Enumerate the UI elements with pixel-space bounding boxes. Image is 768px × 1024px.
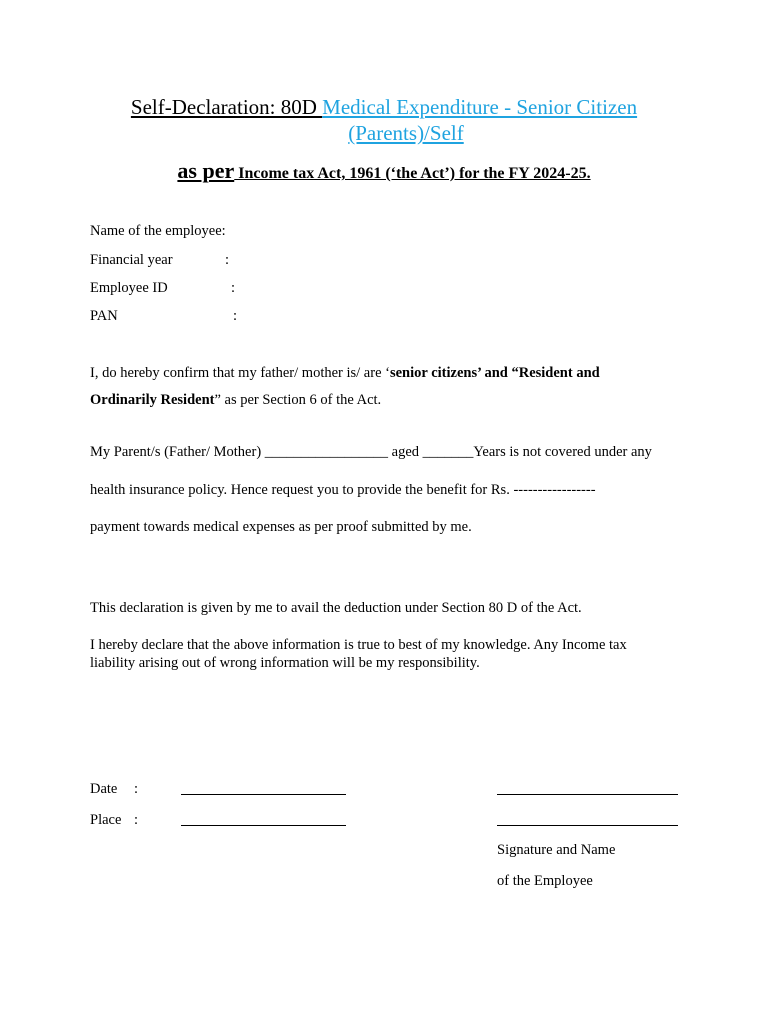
signature-label-line2: of the Employee — [497, 873, 593, 889]
field-pan-label: PAN — [90, 308, 118, 324]
date-colon: : — [134, 781, 139, 797]
confirm-line2 — [90, 391, 381, 409]
parents-line2: health insurance policy. Hence request you to provide the benefit for Rs. ----------------- — [90, 482, 596, 498]
signature-label-line1: Signature and Name — [497, 842, 616, 858]
field-fy-colon: : — [225, 252, 230, 268]
date-blank-line[interactable] — [181, 794, 346, 795]
parents-line3: payment towards medical expenses as per proof submitted by me. — [90, 519, 472, 535]
title-link-line1[interactable]: Medical Expenditure - Senior Citizen — [322, 95, 638, 119]
declaration-line2a: I hereby declare that the above information is true to best of my knowledge. Any Income tax — [90, 637, 627, 653]
confirm-bold2: Ordinarily Resident — [90, 392, 215, 408]
field-pan-colon: : — [233, 308, 238, 324]
confirm-text-part2: ” as per Section 6 of the Act. — [214, 392, 382, 408]
date-label: Date — [90, 781, 118, 797]
field-id-label: Employee ID — [90, 280, 168, 296]
document-title-line2 — [0, 120, 768, 146]
subtitle-as-per: as per — [177, 158, 235, 183]
place-blank-line[interactable] — [181, 825, 346, 826]
confirm-text-part1: I, do hereby confirm that my father/ mother is/ are ‘ — [90, 365, 390, 381]
declaration-line1: This declaration is given by me to avail the deduction under Section 80 D of the Act. — [90, 600, 582, 616]
parents-line1: My Parent/s (Father/ Mother) _________________ aged _______Years is not covered under any — [90, 444, 652, 460]
subtitle-act-text: Income tax Act, 1961 (‘the Act’) for the FY 2024-25. — [234, 165, 591, 182]
place-colon: : — [134, 812, 139, 828]
field-fy-label: Financial year — [90, 252, 173, 268]
document-subtitle — [0, 156, 768, 189]
title-prefix: Self-Declaration: 80D — [130, 95, 323, 119]
confirm-bold1: senior citizens’ and “Resident and — [389, 365, 600, 381]
document-title-line1 — [0, 94, 768, 120]
signature-blank-line-2[interactable] — [497, 825, 678, 826]
field-id-colon: : — [231, 280, 236, 296]
signature-blank-line-1[interactable] — [497, 794, 678, 795]
declaration-line2b: liability arising out of wrong information will be my responsibility. — [90, 655, 480, 671]
title-link-line2[interactable]: (Parents)/Self — [348, 121, 464, 145]
field-name-label: Name of the employee: — [90, 223, 226, 239]
confirm-line1 — [90, 364, 600, 382]
place-label: Place — [90, 812, 122, 828]
